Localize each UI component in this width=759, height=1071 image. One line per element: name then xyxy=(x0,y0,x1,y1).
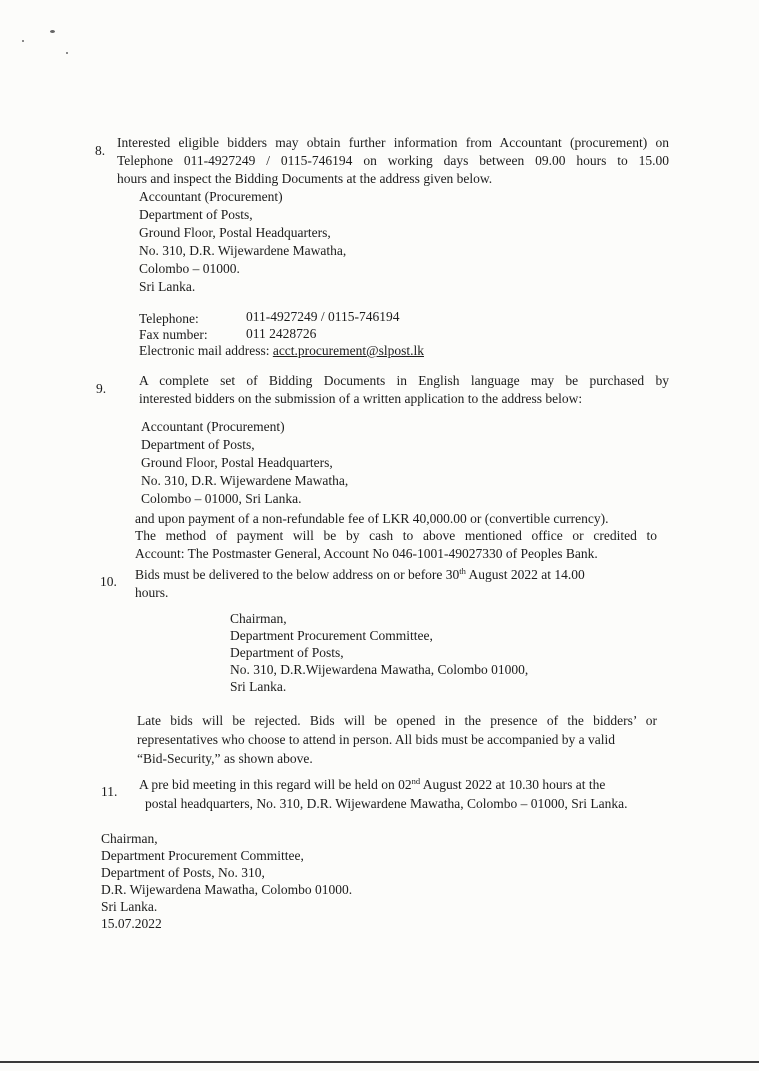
item-9-line: A complete set of Bidding Documents in English language may be purchased by xyxy=(139,373,669,388)
address-line: Sri Lanka. xyxy=(139,279,196,294)
item-10-late-line: Late bids will be rejected. Bids will be opened in the presence of the bidders’ or xyxy=(137,713,657,728)
email-label: Electronic mail address: xyxy=(139,343,270,358)
address-line: No. 310, D.R.Wijewardena Mawatha, Colombo 01000, xyxy=(230,662,529,677)
address-line: Accountant (Procurement) xyxy=(141,419,285,434)
telephone-value: 011-4927249 / 0115-746194 xyxy=(246,309,400,324)
email-link[interactable]: acct.procurement@slpost.lk xyxy=(272,343,424,358)
item-9-payment-line: and upon payment of a non-refundable fee of LKR 40,000.00 or (convertible currency). xyxy=(135,511,609,526)
item-9-payment-line: The method of payment will be by cash to above mentioned office or credited to xyxy=(135,528,657,543)
item-10-line: hours. xyxy=(135,585,169,600)
signature-line: Sri Lanka. xyxy=(101,899,158,914)
address-line: No. 310, D.R. Wijewardene Mawatha, xyxy=(139,243,347,258)
address-line: Accountant (Procurement) xyxy=(139,189,283,204)
item-9-line: interested bidders on the submission of a written application to the address below: xyxy=(139,391,583,406)
address-line: Ground Floor, Postal Headquarters, xyxy=(139,225,331,240)
email-row xyxy=(139,342,424,359)
address-line: No. 310, D.R. Wijewardene Mawatha, xyxy=(141,473,349,488)
signature-line: D.R. Wijewardena Mawatha, Colombo 01000. xyxy=(101,882,353,897)
address-line: Department of Posts, xyxy=(139,207,253,222)
item-8-line: Telephone 011-4927249 / 0115-746194 on working days between 09.00 hours to 15.00 xyxy=(117,153,669,168)
item-10-number: 10. xyxy=(100,574,117,589)
fax-label: Fax number: xyxy=(139,327,208,342)
signature-line: Department Procurement Committee, xyxy=(101,848,304,863)
scan-speck xyxy=(22,40,24,42)
item-9-number: 9. xyxy=(96,381,107,396)
signature-date: 15.07.2022 xyxy=(101,916,162,931)
item-11-line: A pre bid meeting in this regard will be held on 02nd August 2022 at 10.30 hours at the xyxy=(139,776,606,792)
fax-value: 011 2428726 xyxy=(246,326,317,341)
address-line: Ground Floor, Postal Headquarters, xyxy=(141,455,333,470)
address-line: Colombo – 01000, Sri Lanka. xyxy=(141,491,302,506)
signature-line: Department of Posts, No. 310, xyxy=(101,865,265,880)
item-10-late-line: representatives who choose to attend in person. All bids must be accompanied by a valid xyxy=(137,732,616,747)
address-line: Department of Posts, xyxy=(230,645,344,660)
signature-line: Chairman, xyxy=(101,831,158,846)
telephone-label: Telephone: xyxy=(139,311,199,326)
scan-speck xyxy=(66,52,68,54)
address-line: Sri Lanka. xyxy=(230,679,287,694)
page-edge-line xyxy=(0,1061,759,1063)
address-line: Department Procurement Committee, xyxy=(230,628,433,643)
item-8-number: 8. xyxy=(95,143,106,158)
address-line: Chairman, xyxy=(230,611,287,626)
address-line: Department of Posts, xyxy=(141,437,255,452)
item-11-line: postal headquarters, No. 310, D.R. Wijewardene Mawatha, Colombo – 01000, Sri Lanka. xyxy=(145,796,628,811)
scan-speck xyxy=(50,30,55,33)
item-11-number: 11. xyxy=(101,784,118,799)
address-line: Colombo – 01000. xyxy=(139,261,240,276)
item-9-payment-line: Account: The Postmaster General, Account No 046-1001-49027330 of Peoples Bank. xyxy=(135,546,598,561)
item-8-line: hours and inspect the Bidding Documents at the address given below. xyxy=(117,171,493,186)
item-10-late-line: “Bid-Security,” as shown above. xyxy=(137,751,313,766)
item-8-line: Interested eligible bidders may obtain further information from Accountant (procurement) on xyxy=(117,135,669,150)
item-10-line: Bids must be delivered to the below address on or before 30th August 2022 at 14.00 xyxy=(135,566,585,582)
